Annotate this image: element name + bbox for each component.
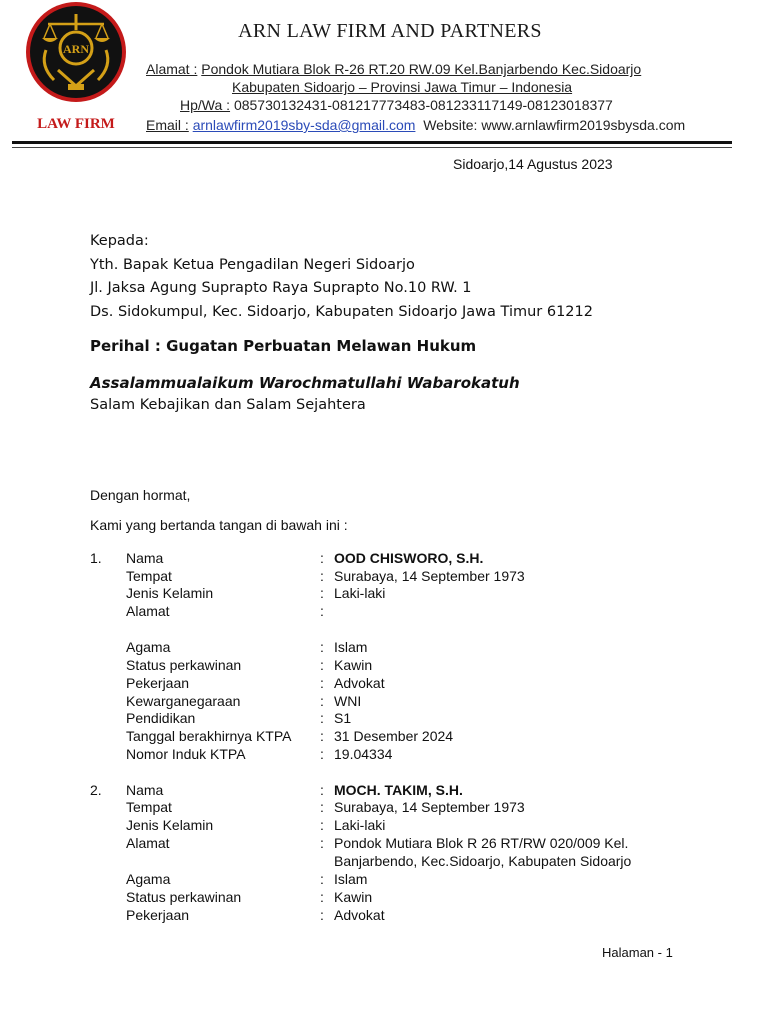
field-label: Status perkawinan bbox=[126, 889, 242, 905]
field-label: Pendidikan bbox=[126, 710, 196, 726]
field-colon: : bbox=[320, 639, 324, 655]
opening-statement: Kami yang bertanda tangan di bawah ini : bbox=[90, 517, 348, 533]
field-colon: : bbox=[320, 550, 324, 566]
address-text-2: Kabupaten Sidoarjo – Provinsi Jawa Timur – Indonesia bbox=[232, 79, 573, 95]
field-label: Tempat bbox=[126, 799, 172, 815]
field-colon: : bbox=[320, 746, 324, 762]
website-text: www.arnlawfirm2019sbysda.com bbox=[481, 117, 686, 133]
field-label: Agama bbox=[126, 871, 171, 887]
person-row bbox=[0, 798, 768, 816]
address-line-2 bbox=[232, 78, 572, 96]
email-link[interactable]: arnlawfirm2019sby-sda@gmail.com bbox=[192, 117, 416, 133]
person-row bbox=[0, 584, 768, 602]
field-value-continued: Banjarbendo, Kec.Sidoarjo, Kabupaten Sidoarjo bbox=[334, 853, 632, 869]
field-label: Pekerjaan bbox=[126, 907, 190, 923]
field-colon: : bbox=[320, 657, 324, 673]
greeting-arabic: Assalammualaikum Warochmatullahi Wabarokatuh bbox=[90, 374, 520, 392]
field-value: MOCH. TAKIM, S.H. bbox=[334, 782, 463, 798]
recipient-line-3: Ds. Sidokumpul, Kec. Sidoarjo, Kabupaten Sidoarjo Jawa Timur 61212 bbox=[90, 303, 593, 320]
field-colon: : bbox=[320, 782, 324, 798]
email-label: Email : bbox=[146, 117, 189, 133]
subject-line: Perihal : Gugatan Perbuatan Melawan Hukum bbox=[90, 337, 477, 355]
person-row bbox=[0, 549, 768, 567]
logo-caption: LAW FIRM bbox=[37, 116, 115, 132]
page-number: Halaman - 1 bbox=[602, 945, 673, 960]
field-label: Nomor Induk KTPA bbox=[126, 746, 246, 762]
field-value: Laki-laki bbox=[334, 817, 386, 833]
field-label: Alamat bbox=[126, 603, 170, 619]
person-row bbox=[0, 709, 768, 727]
field-value: OOD CHISWORO, S.H. bbox=[334, 550, 484, 566]
person-row bbox=[0, 727, 768, 745]
person-number: 2. bbox=[90, 782, 102, 798]
field-colon: : bbox=[320, 568, 324, 584]
field-value: Surabaya, 14 September 1973 bbox=[334, 799, 525, 815]
person-row bbox=[0, 888, 768, 906]
field-value: 19.04334 bbox=[334, 746, 393, 762]
greeting-salam: Salam Kebajikan dan Salam Sejahtera bbox=[90, 397, 366, 413]
field-colon: : bbox=[320, 675, 324, 691]
phone-line bbox=[180, 96, 613, 114]
recipient-kepada: Kepada: bbox=[90, 233, 149, 249]
field-colon: : bbox=[320, 889, 324, 905]
person-row bbox=[0, 656, 768, 674]
person-row bbox=[0, 674, 768, 692]
field-colon: : bbox=[320, 728, 324, 744]
person-row bbox=[0, 638, 768, 656]
recipient-block bbox=[90, 230, 593, 324]
field-label: Nama bbox=[126, 550, 164, 566]
person-row bbox=[0, 745, 768, 763]
field-label: Pekerjaan bbox=[126, 675, 190, 691]
field-label: Alamat bbox=[126, 835, 170, 851]
field-value: Kawin bbox=[334, 889, 373, 905]
field-value: 31 Desember 2024 bbox=[334, 728, 454, 744]
phone-label: Hp/Wa : bbox=[180, 97, 231, 113]
field-colon: : bbox=[320, 693, 324, 709]
person-row bbox=[0, 567, 768, 585]
field-value: WNI bbox=[334, 693, 362, 709]
letterhead-divider-thin bbox=[12, 147, 732, 148]
person-row bbox=[0, 692, 768, 710]
address-label: Alamat : bbox=[146, 61, 198, 77]
website-label: Website: bbox=[423, 117, 478, 133]
field-value: Advokat bbox=[334, 675, 385, 691]
letter-date: Sidoarjo,14 Agustus 2023 bbox=[453, 156, 613, 172]
opening-hormat: Dengan hormat, bbox=[90, 487, 191, 503]
field-label: Agama bbox=[126, 639, 171, 655]
contact-line bbox=[146, 116, 685, 134]
letterhead-divider bbox=[12, 141, 732, 144]
person-row bbox=[0, 816, 768, 834]
field-label: Status perkawinan bbox=[126, 657, 242, 673]
field-label: Jenis Kelamin bbox=[126, 585, 214, 601]
field-label: Kewarganegaraan bbox=[126, 693, 241, 709]
field-value: Kawin bbox=[334, 657, 373, 673]
person-row bbox=[0, 602, 768, 620]
field-value: Pondok Mutiara Blok R 26 RT/RW 020/009 Kel. bbox=[334, 835, 629, 851]
person-row bbox=[0, 781, 768, 799]
field-value: Islam bbox=[334, 871, 368, 887]
field-label: Tanggal berakhirnya KTPA bbox=[126, 728, 292, 744]
person-row bbox=[0, 906, 768, 924]
field-colon: : bbox=[320, 710, 324, 726]
address-text: Pondok Mutiara Blok R-26 RT.20 RW.09 Kel.Banjarbendo Kec.Sidoarjo bbox=[201, 61, 642, 77]
field-colon: : bbox=[320, 585, 324, 601]
svg-text:ARN: ARN bbox=[63, 42, 89, 56]
field-colon: : bbox=[320, 603, 324, 619]
field-colon: : bbox=[320, 907, 324, 923]
field-value: Islam bbox=[334, 639, 368, 655]
field-colon: : bbox=[320, 817, 324, 833]
phone-numbers: 085730132431-081217773483-081233117149-08123018377 bbox=[233, 97, 613, 113]
firm-name: ARN LAW FIRM AND PARTNERS bbox=[238, 20, 542, 42]
field-colon: : bbox=[320, 799, 324, 815]
recipient-line-2: Jl. Jaksa Agung Suprapto Raya Suprapto No.10 RW. 1 bbox=[90, 280, 472, 296]
field-label: Tempat bbox=[126, 568, 172, 584]
field-label: Nama bbox=[126, 782, 164, 798]
address-line-1 bbox=[146, 60, 641, 78]
field-value: Surabaya, 14 September 1973 bbox=[334, 568, 525, 584]
field-value: Laki-laki bbox=[334, 585, 386, 601]
field-label: Jenis Kelamin bbox=[126, 817, 214, 833]
field-value: S1 bbox=[334, 710, 352, 726]
field-colon: : bbox=[320, 871, 324, 887]
field-value: Advokat bbox=[334, 907, 385, 923]
person-row bbox=[0, 870, 768, 888]
field-colon: : bbox=[320, 835, 324, 851]
person-row bbox=[0, 834, 768, 869]
recipient-line-1: Yth. Bapak Ketua Pengadilan Negeri Sidoarjo bbox=[90, 256, 415, 273]
person-number: 1. bbox=[90, 550, 102, 566]
